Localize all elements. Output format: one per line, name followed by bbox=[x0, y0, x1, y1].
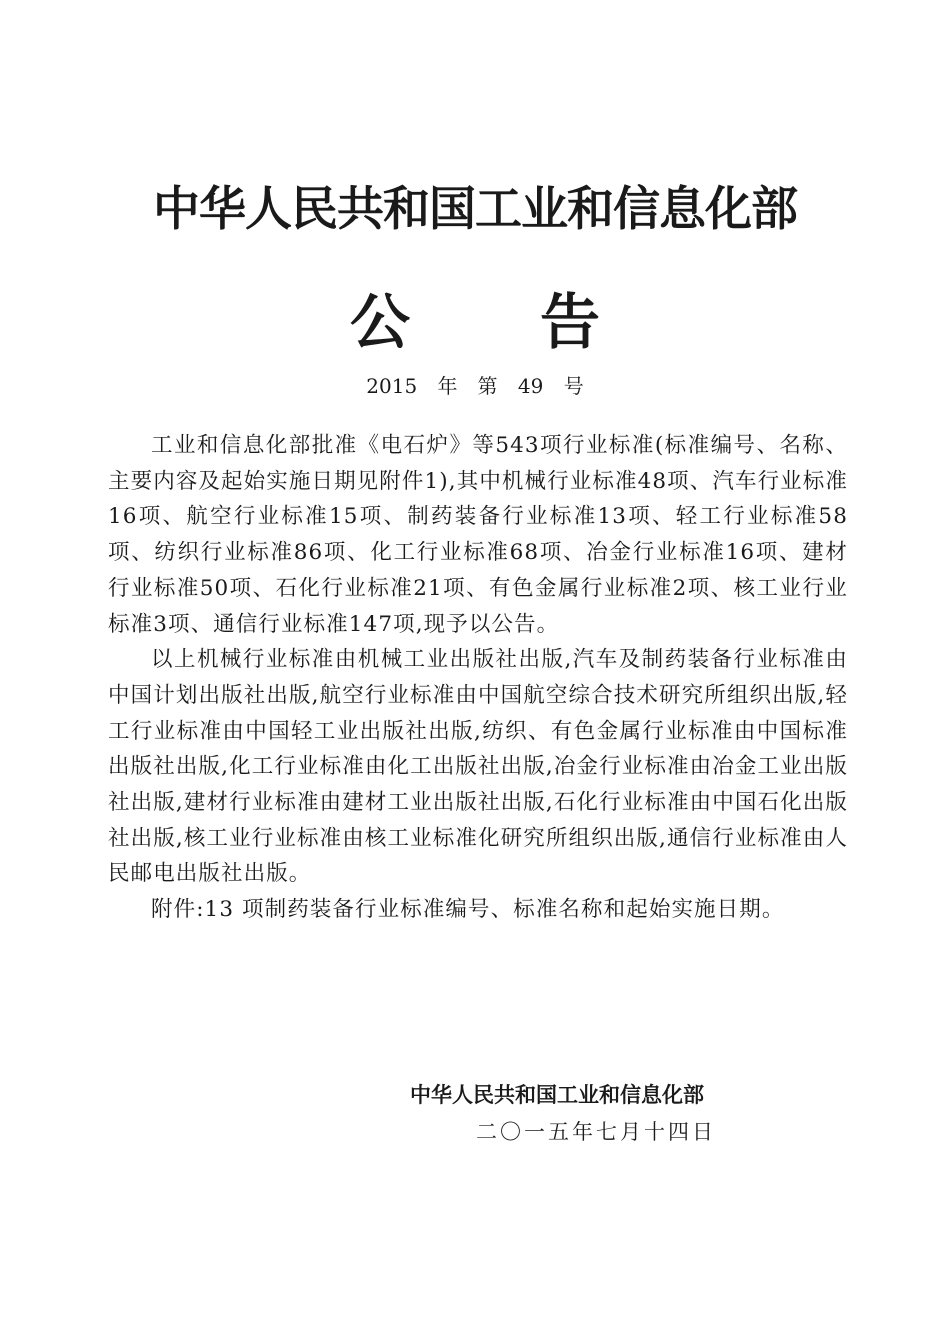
announcement-number: 2015 年 第 49 号 bbox=[366, 374, 584, 398]
issuer-title: 中华人民共和国工业和信息化部 bbox=[153, 182, 797, 237]
issue-date: 二〇一五年七月十四日 bbox=[476, 1120, 716, 1144]
attachment-note: 附件:13 项制药装备行业标准编号、标准名称和起始实施日期。 bbox=[151, 897, 785, 923]
body-paragraph-1: 工业和信息化部批准《电石炉》等543项行业标准(标准编号、名称、主要内容及起始实施日期见附件1),其中机械行业标准48项、汽车行业标准16项、航空行业标准15项、制药装备行业标准13项、轻工行业标准58项、纺织行业标准86项、化工行业标准68项、冶金行业标准16项、建材行业标准50项、石化行业标准21项、有色金属行业标准2项、核工业行业标准3项、通信行业标准147项,现予以公告。 bbox=[108, 433, 848, 637]
body-paragraph-2: 以上机械行业标准由机械工业出版社出版,汽车及制药装备行业标准由中国计划出版社出版,航空行业标准由中国航空综合技术研究所组织出版,轻工行业标准由中国轻工业出版社出版,纺织、有色金属行业标准由中国标准出版社出版,化工行业标准由化工出版社出版,冶金行业标准由冶金工业出版社出版,建材行业标准由建材工业出版社出版,石化行业标准由中国石化出版社出版,核工业行业标准由核工业标准化研究所组织出版,通信行业标准由人民邮电出版社出版。 bbox=[108, 647, 848, 887]
signature-issuer: 中华人民共和国工业和信息化部 bbox=[410, 1083, 704, 1107]
announcement-body bbox=[108, 428, 848, 928]
document-type-heading: 公告 bbox=[350, 288, 730, 358]
